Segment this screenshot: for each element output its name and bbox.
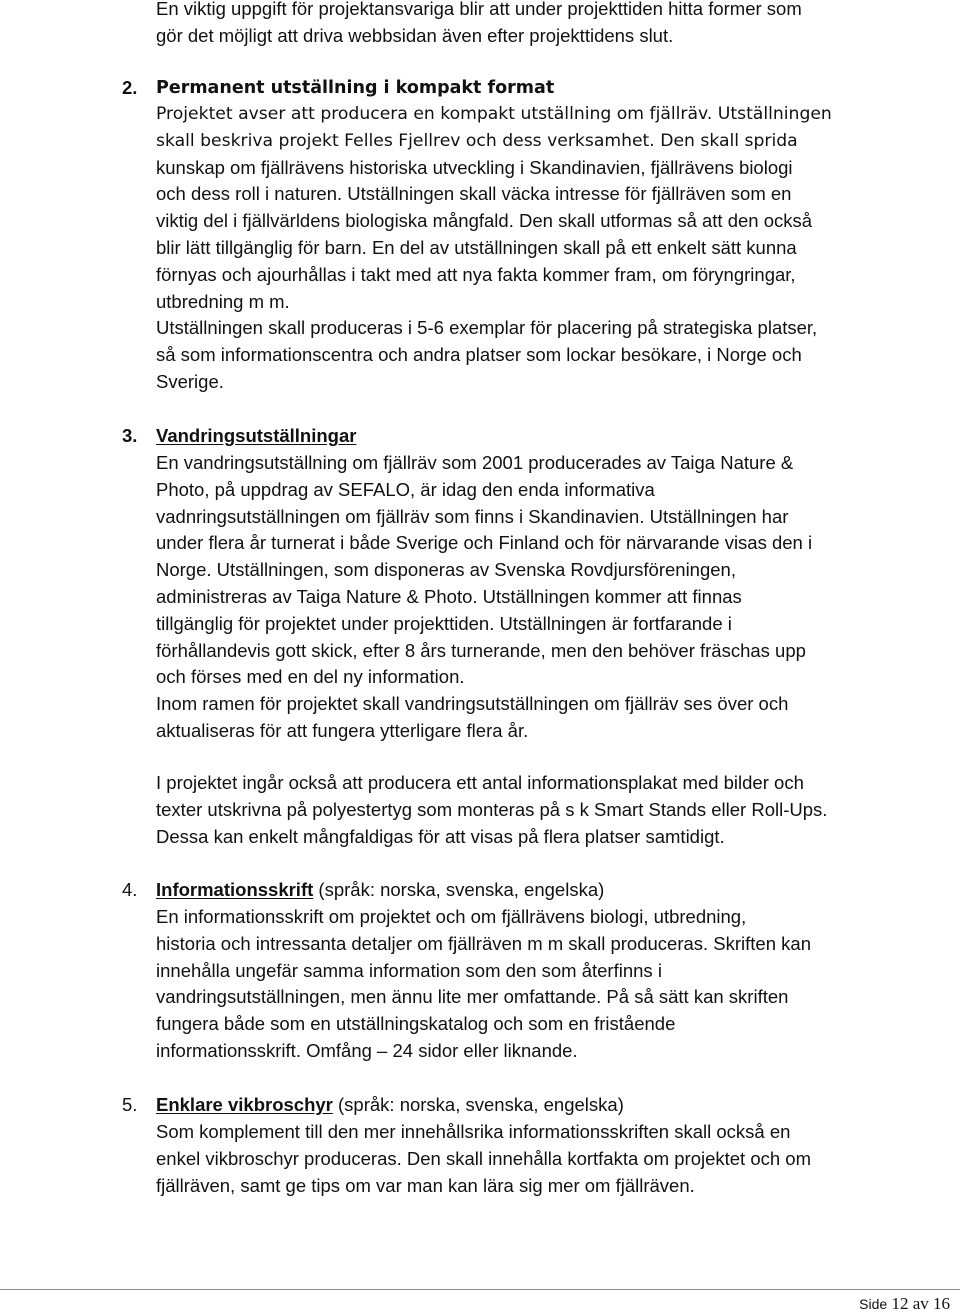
- text-line: vandringsutställningen, men ännu lite mer omfattande. På så sätt kan skriften: [156, 986, 789, 1008]
- section-heading: [156, 75, 554, 102]
- section-body: [156, 450, 886, 745]
- intro-paragraph: [156, 0, 936, 49]
- text-line: viktig del i fjällvärldens biologiska mångfald. Den skall utformas så att den också: [156, 210, 813, 232]
- text-line: En informationsskrift om projektet och om fjällrävens biologi, utbredning,: [156, 906, 747, 927]
- footer-page-number: 12: [891, 1294, 909, 1313]
- text-line: gör det möjligt att driva webbsidan även efter projekttidens slut.: [156, 24, 674, 46]
- section-title: Informationsskrift: [156, 879, 314, 900]
- text-line: texter utskrivna på polyestertyg som monteras på s k Smart Stands eller Roll-Ups.: [156, 798, 828, 820]
- text-line: Sverige.: [156, 370, 224, 392]
- text-line: historia och intressanta detaljer om fjällräven m m skall produceras. Skriften kan: [156, 932, 811, 954]
- section-body: [156, 904, 886, 1065]
- text-line: aktualiseras för att fungera ytterligare flera år.: [156, 719, 529, 741]
- text-line: informationsskrift. Omfång – 24 sidor eller liknande.: [156, 1039, 578, 1061]
- section-title: Vandringsutställningar: [156, 425, 357, 446]
- text-line: Photo, på uppdrag av SEFALO, är idag den enda informativa: [156, 478, 655, 500]
- text-line: under flera år turnerat i både Sverige och Finland och för närvarande visas den i: [156, 532, 813, 554]
- section-title: Enklare vikbroschyr: [156, 1094, 333, 1115]
- text-line: fungera både som en utställningskatalog och som en fristående: [156, 1013, 676, 1035]
- text-line: skall beskriva projekt Felles Fjellrev och dess verksamhet. Den skall sprida: [156, 130, 798, 151]
- posters-paragraph: [156, 770, 886, 850]
- text-line: Dessa kan enkelt mångfaldigas för att visas på flera platser samtidigt.: [156, 825, 725, 847]
- section-body: [156, 101, 886, 396]
- footer-of-label: av: [912, 1294, 929, 1313]
- text-line: Inom ramen för projektet skall vandringsutställningen om fjällräv ses över och: [156, 693, 789, 715]
- section-number: 3.: [122, 425, 138, 446]
- text-line: I projektet ingår också att producera ett antal informationsplakat med bilder och: [156, 772, 804, 793]
- text-line: vadnringsutställningen om fjällräv som finns i Skandinavien. Utställningen har: [156, 505, 789, 527]
- text-line: tillgänglig för projektet under projekttiden. Utställningen är fortfarande i: [156, 612, 732, 634]
- text-line: utbredning m m.: [156, 290, 290, 312]
- section-heading: [156, 423, 356, 450]
- text-line: förhållandevis gott skick, efter 8 års turnerande, men den behöver fräschas upp: [156, 639, 806, 661]
- text-line: innehålla ungefär samma information som den som återfinns i: [156, 959, 662, 981]
- text-line: så som informationscentra och andra platser som lockar besökare, i Norge och: [156, 344, 802, 366]
- text-line: Projektet avser att producera en kompakt utställning om fjällräv. Utställningen: [156, 104, 832, 124]
- section-number: 4.: [122, 879, 138, 900]
- text-line: och förses med en del ny information.: [156, 666, 465, 688]
- text-line: blir lätt tillgänglig för barn. En del av utställningen skall på ett enkelt sätt kunna: [156, 236, 797, 258]
- text-line: En vandringsutställning om fjällräv som 2001 producerades av Taiga Nature &: [156, 452, 794, 473]
- footer-page-total: 16: [933, 1294, 950, 1313]
- text-line: Som komplement till den mer innehållsrika informationsskriften skall också en: [156, 1121, 791, 1142]
- text-line: enkel vikbroschyr produceras. Den skall innehålla kortfakta om projektet och om: [156, 1147, 812, 1169]
- text-line: Norge. Utställningen, som disponeras av Svenska Rovdjursföreningen,: [156, 559, 736, 581]
- section-heading: [156, 1092, 624, 1119]
- text-line: administreras av Taiga Nature & Photo. Utställningen kommer att finnas: [156, 585, 742, 607]
- text-line: Utställningen skall produceras i 5-6 exemplar för placering på strategiska platser,: [156, 317, 818, 339]
- text-line: fjällräven, samt ge tips om var man kan lära sig mer om fjällräven.: [156, 1174, 695, 1196]
- section-heading: [156, 877, 604, 904]
- section-languages: (språk: norska, svenska, engelska): [332, 1094, 624, 1115]
- text-line: kunskap om fjällrävens historiska utveckling i Skandinavien, fjällrävens biologi: [156, 156, 793, 178]
- section-title: Permanent utställning i kompakt format: [156, 78, 555, 98]
- text-line: och dess roll i naturen. Utställningen skall väcka intresse för fjällräven som en: [156, 183, 792, 205]
- footer-side-label: Side: [859, 1296, 888, 1312]
- section-languages: (språk: norska, svenska, engelska): [313, 879, 605, 900]
- text-line: En viktig uppgift för projektansvariga blir att under projekttiden hitta former som: [156, 0, 802, 19]
- page-footer: [859, 1294, 950, 1314]
- footer-divider: [0, 1289, 960, 1290]
- section-number: 2.: [122, 77, 138, 98]
- section-body: [156, 1119, 886, 1199]
- text-line: förnyas och ajourhållas i takt med att nya fakta kommer fram, om föryngringar,: [156, 263, 796, 285]
- section-number: 5.: [122, 1094, 138, 1115]
